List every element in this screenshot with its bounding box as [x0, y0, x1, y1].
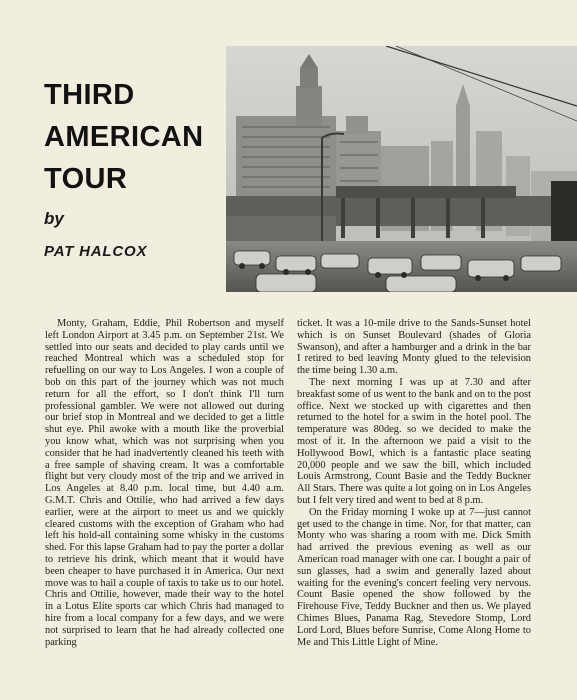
byline-by: by — [44, 209, 64, 228]
byline-author: PAT HALCOX — [44, 243, 148, 260]
article-body — [0, 318, 577, 698]
title-line-1: THIRD — [44, 79, 135, 111]
city-skyline-illustration — [226, 46, 577, 292]
city-skyline-photo — [226, 46, 577, 292]
paragraph-right-3: On the Friday morning I woke up at 7—just cannot get used to the change in time. Nor, for that matter, can Monty who was sharing a room with me. Dick Smith had arrived the previous evening as well as our American road manager with one car. I bought a pair of sun glasses, had a swim and generally lazed about waiting for the evening's concert feeling very nervous. Count Basie opened the show followed by the Firehouse Five, Teddy Buckner and then us. We played Chimes Blues, Panama Rag, Stevedore Stomp, Lord Lord Lord, Blues before Sunrise, Come Along Home to Me and This Little Light of Mine. — [297, 506, 531, 648]
paragraph-left-1: Monty, Graham, Eddie, Phil Robertson and myself left London Airport at 3.45 p.m. on September 21st. We settled into our seats and decided to play cards until we reached Montreal which was a scheduled stop for refuelling on our way to Los Angeles. I won a couple of bob on this part of the journey which was not much return for all the effort, so I don't think I'll turn professional gambler. We were not allowed out during our brief stop in Montreal and we decided to get a little shut eye. Phil awoke with a mouth like the proverbial you know what, which was not surprising when you consider that he had inadvertently cleaned his teeth with a free sample of shaving cream. It was a comfortable flight but very cloudy most of the trip and we arrived in Los Angeles at 8.40 p.m. local time, but 4.40 a.m. G.M.T. Chris and Ottilie, who had arrived a few days earlier, were at the airport to meet us and we quickly cleared customs with the exception of Graham who had left his hold-all containing some whisky in the customs shed. For this lapse Graham had to pay the porter a dollar to retrieve his drink, which meant that it would have been cheaper to have purchased it in America. Our next move was to hail a couple of taxis to take us to our hotel. Chris and Ottilie, however, made their way to the hotel in a Lotus Elite sports car which Chris had managed to hire from a local company for a few days, and we were not surprised to learn that he had already collected one parking — [45, 318, 284, 648]
paragraph-right-1: ticket. It was a 10-mile drive to the Sands-Sunset hotel which is on Sunset Boulevard (shades of Gloria Swanson), and after a hamburger and a drink in the bar I retired to bed leaving Monty glued to the television the time being 1.30 a.m. — [297, 318, 531, 377]
article-column-right — [297, 318, 531, 648]
paragraph-right-2: The next morning I was up at 7.30 and after breakfast some of us went to the bank and on to the post office. Next we stocked up with cigarettes and then returned to the hotel for a swim in the hotel pool. The temperature was 80deg. so we decided to make the most of it. In the afternoon we paid a visit to the Hollywood Bowl, which is a fantastic place seating 20,000 people and we saw the bill, which included Louis Armstrong, Count Basie and the Teddy Buckner All Stars. There was quite a lot going on in Los Angeles but I felt very tired and went to bed at 8 p.m. — [297, 376, 531, 506]
title-line-2: AMERICAN — [44, 121, 204, 153]
article-title — [44, 74, 219, 200]
article-column-left — [45, 318, 284, 648]
title-line-3: TOUR — [44, 163, 128, 195]
